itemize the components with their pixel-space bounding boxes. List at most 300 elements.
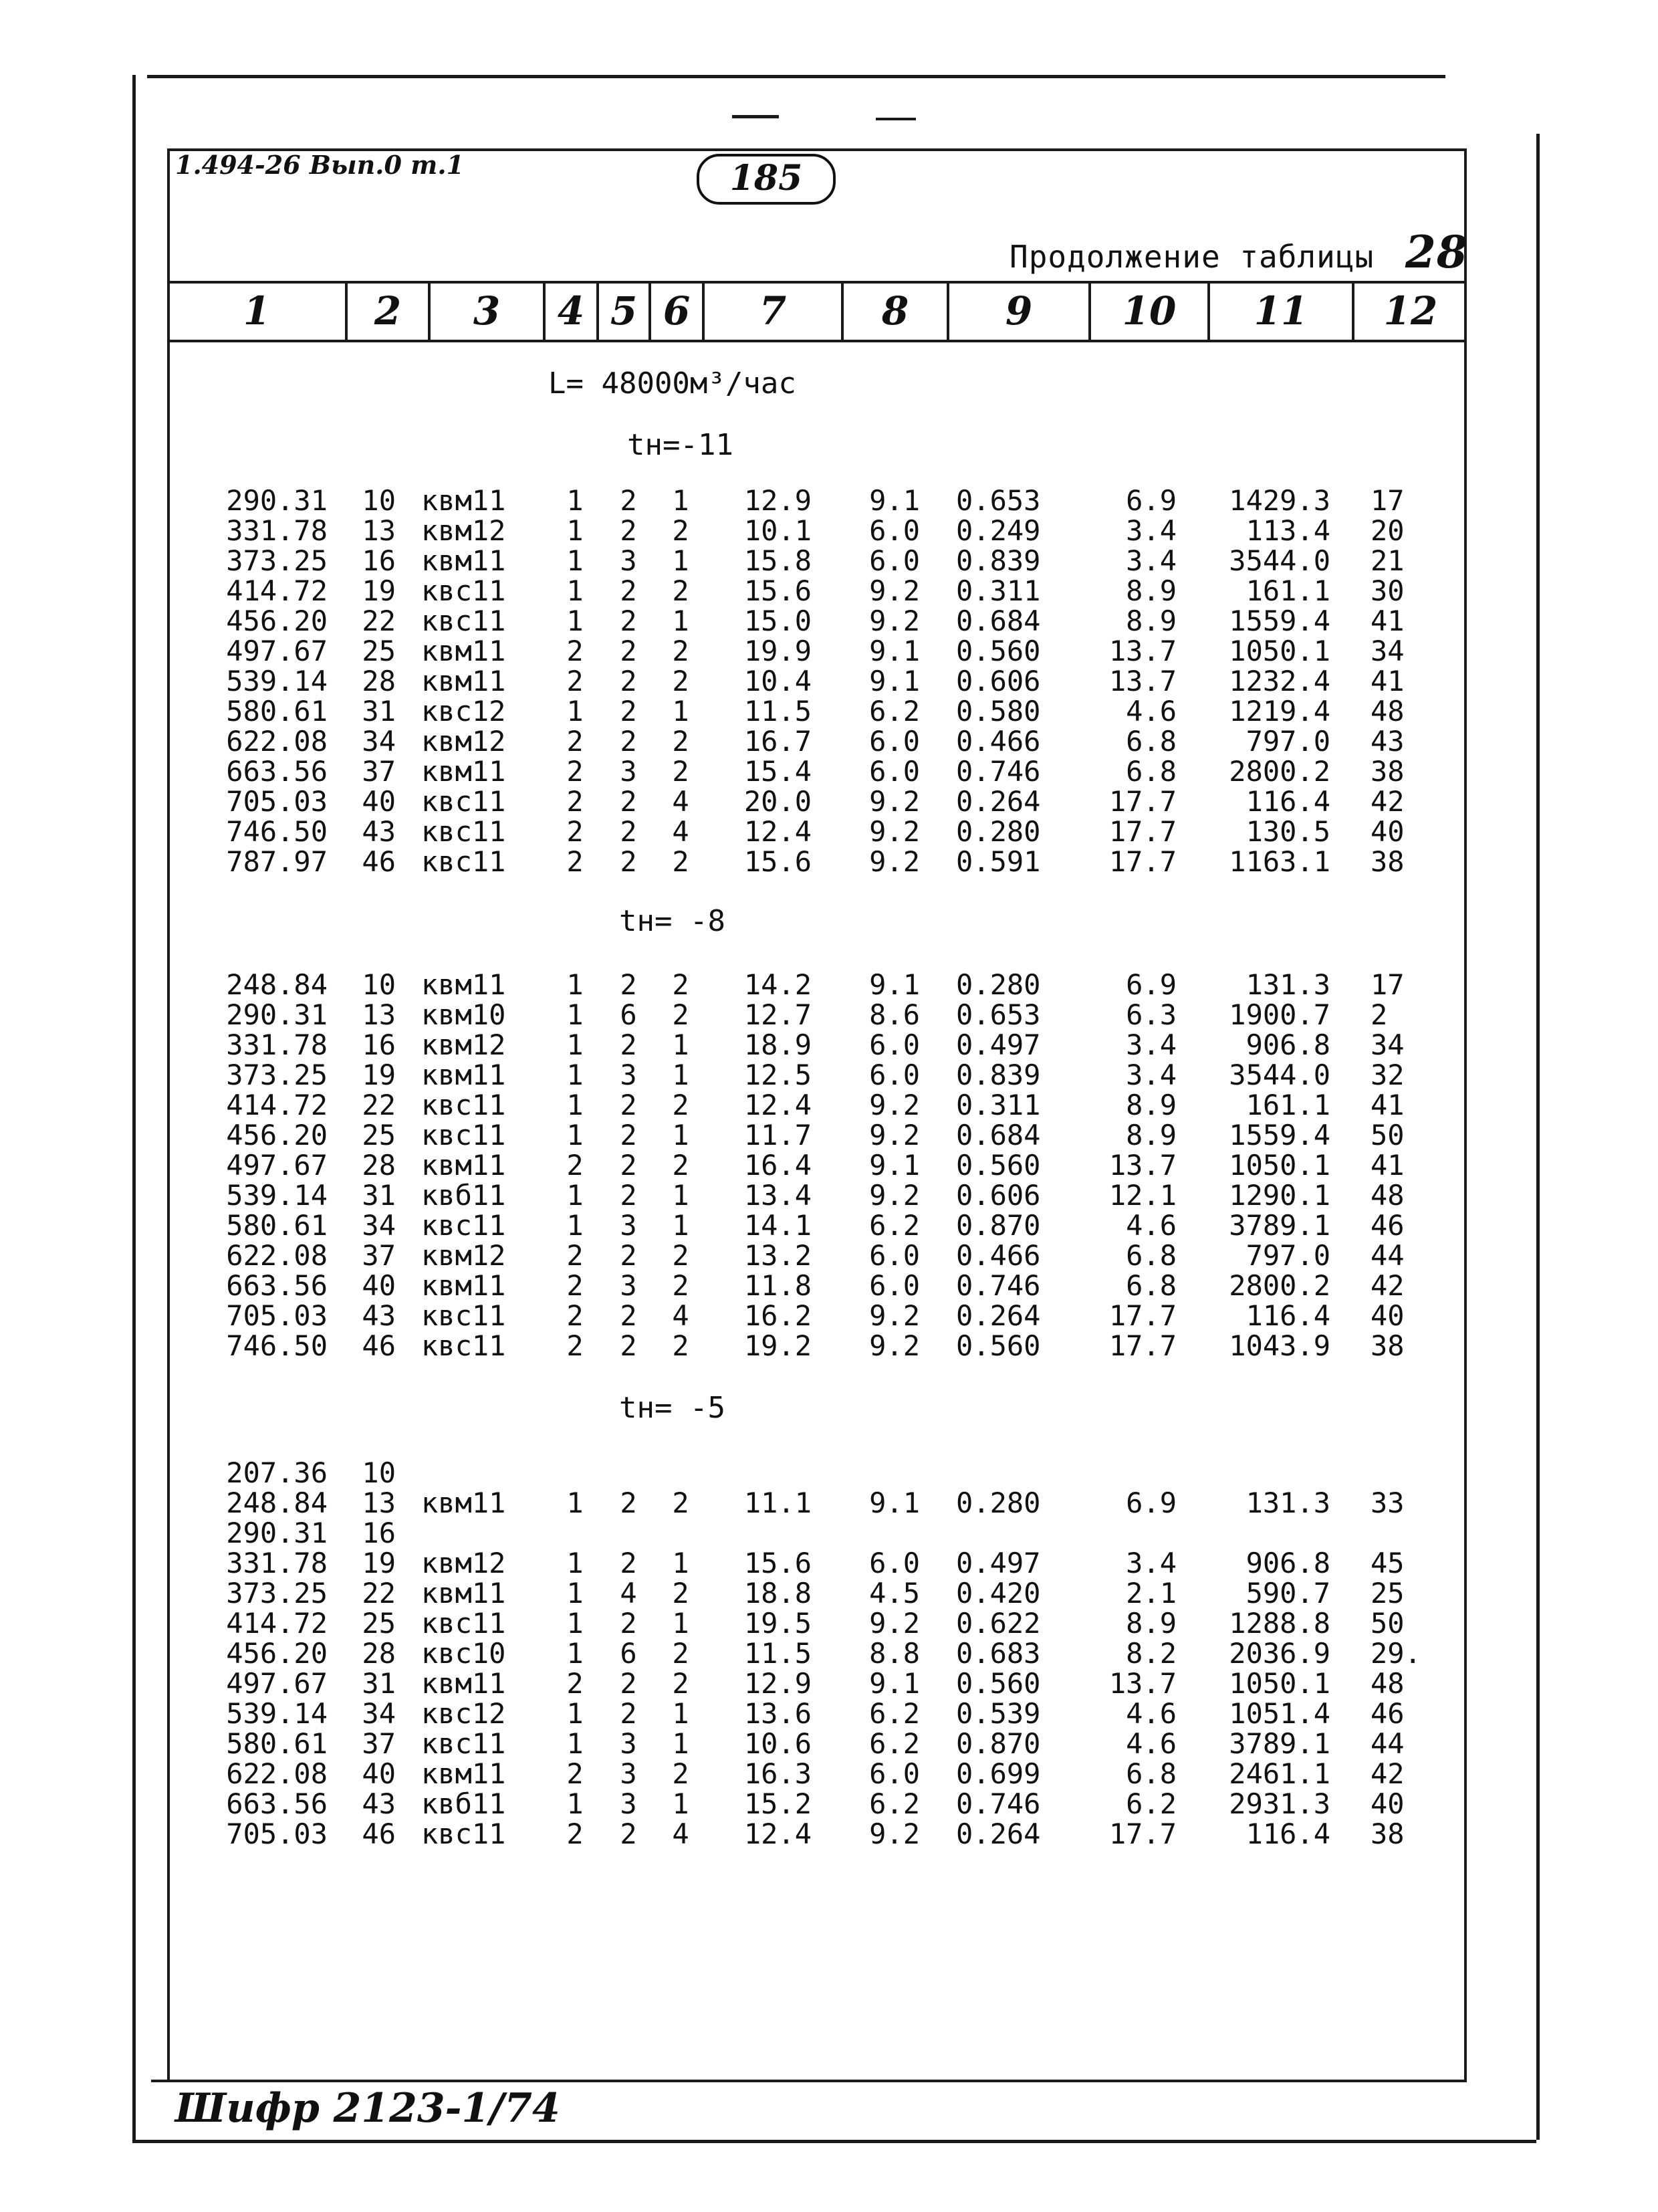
table-cell-col12: 41 xyxy=(1371,604,1405,637)
table-cell-col1: 373.25 xyxy=(226,1577,328,1610)
column-number: 9 xyxy=(1005,288,1033,334)
table-cell-col9: 0.839 xyxy=(956,1059,1041,1091)
table-cell-col3: квс12 xyxy=(421,695,506,728)
table-cell-col4: 1 xyxy=(566,1727,584,1760)
table-cell-col3: квм12 xyxy=(421,514,506,547)
table-cell-col8: 6.0 xyxy=(869,1269,920,1302)
table-cell-col10: 6.8 xyxy=(1126,1757,1177,1790)
table-cell-col5: 3 xyxy=(620,1727,637,1760)
table-cell-col2: 22 xyxy=(362,1577,396,1610)
table-cell-col7: 13.2 xyxy=(743,1239,812,1272)
table-cell-col2: 34 xyxy=(362,1209,396,1242)
column-number: 8 xyxy=(881,288,909,334)
table-cell-col5: 2 xyxy=(620,1179,637,1212)
table-cell-col3: квс11 xyxy=(421,1209,506,1242)
table-cell-col1: 539.14 xyxy=(226,1179,328,1212)
table-cell-col1: 331.78 xyxy=(226,1028,328,1061)
table-row xyxy=(0,1000,1658,1030)
table-cell-col6: 2 xyxy=(672,1089,689,1121)
table-cell-col10: 6.2 xyxy=(1126,1787,1177,1820)
table-cell-col12: 42 xyxy=(1371,1269,1405,1302)
table-cell-col10: 17.7 xyxy=(1108,785,1177,818)
table-cell-col4: 1 xyxy=(566,1787,584,1820)
table-cell-col7: 11.5 xyxy=(743,695,812,728)
table-cell-col6: 4 xyxy=(672,815,689,848)
table-cell-col2: 10 xyxy=(362,484,396,517)
table-cell-col8: 6.2 xyxy=(869,1209,920,1242)
table-cell-col2: 10 xyxy=(362,1456,396,1489)
table-cell-col7: 12.5 xyxy=(743,1059,812,1091)
table-cell-col7: 10.6 xyxy=(743,1727,812,1760)
table-row xyxy=(0,1819,1658,1850)
table-row xyxy=(0,1518,1658,1549)
table-cell-col8: 8.8 xyxy=(869,1637,920,1670)
table-cell-col8: 9.1 xyxy=(869,635,920,667)
table-cell-col5: 4 xyxy=(620,1577,637,1610)
table-cell-col6: 1 xyxy=(672,484,689,517)
table-cell-col9: 0.746 xyxy=(956,1787,1041,1820)
table-cell-col10: 4.6 xyxy=(1126,1697,1177,1730)
table-cell-col9: 0.622 xyxy=(956,1607,1041,1640)
table-cell-col1: 414.72 xyxy=(226,574,328,607)
table-cell-col8: 9.2 xyxy=(869,1299,920,1332)
table-cell-col4: 1 xyxy=(566,1059,584,1091)
table-cell-col5: 2 xyxy=(620,574,637,607)
table-cell-col6: 4 xyxy=(672,1817,689,1850)
table-row xyxy=(0,1638,1658,1669)
table-cell-col4: 2 xyxy=(566,1817,584,1850)
table-cell-col12: 46 xyxy=(1371,1209,1405,1242)
table-cell-col3: квм11 xyxy=(421,755,506,788)
table-cell-col11: 113.4 xyxy=(1246,514,1330,547)
table-cell-col7: 15.6 xyxy=(743,845,812,878)
table-row xyxy=(0,1210,1658,1241)
table-cell-col12: 50 xyxy=(1371,1119,1405,1151)
column-number: 6 xyxy=(663,288,691,334)
table-cell-col5: 2 xyxy=(620,1547,637,1579)
table-cell-col12: 48 xyxy=(1371,695,1405,728)
table-cell-col3: квм11 xyxy=(421,1059,506,1091)
table-row xyxy=(0,1240,1658,1271)
table-cell-col4: 1 xyxy=(566,1119,584,1151)
table-cell-col4: 1 xyxy=(566,1089,584,1121)
table-cell-col6: 2 xyxy=(672,635,689,667)
table-cell-col7: 15.2 xyxy=(743,1787,812,1820)
table-cell-col11: 131.3 xyxy=(1246,968,1330,1001)
table-cell-col9: 0.560 xyxy=(956,1667,1041,1700)
table-cell-col10: 6.9 xyxy=(1126,484,1177,517)
section-title: tн= -5 xyxy=(619,1391,725,1425)
table-cell-col12: 40 xyxy=(1371,1299,1405,1332)
table-cell-col3: квс11 xyxy=(421,1299,506,1332)
table-row xyxy=(0,576,1658,606)
table-cell-col3: квм11 xyxy=(421,665,506,697)
table-cell-col6: 2 xyxy=(672,755,689,788)
table-cell-col4: 2 xyxy=(566,1269,584,1302)
table-row xyxy=(0,1150,1658,1181)
table-cell-col9: 0.560 xyxy=(956,635,1041,667)
table-cell-col1: 705.03 xyxy=(226,1299,328,1332)
table-cell-col11: 2800.2 xyxy=(1229,1269,1330,1302)
table-cell-col10: 17.7 xyxy=(1108,845,1177,878)
table-cell-col2: 28 xyxy=(362,665,396,697)
table-cell-col2: 46 xyxy=(362,1329,396,1362)
table-row xyxy=(0,1789,1658,1819)
table-cell-col12: 20 xyxy=(1371,514,1405,547)
table-cell-col3: квм11 xyxy=(421,1577,506,1610)
table-cell-col10: 2.1 xyxy=(1126,1577,1177,1610)
table-cell-col12: 38 xyxy=(1371,1329,1405,1362)
table-cell-col11: 1559.4 xyxy=(1229,604,1330,637)
table-cell-col8: 6.0 xyxy=(869,544,920,577)
table-cell-col4: 2 xyxy=(566,1667,584,1700)
table-cell-col3: квм11 xyxy=(421,1149,506,1182)
table-cell-col4: 1 xyxy=(566,1577,584,1610)
flow-rate-label: L= 48000м³/час xyxy=(548,366,796,401)
table-cell-col9: 0.870 xyxy=(956,1209,1041,1242)
table-cell-col10: 6.9 xyxy=(1126,1486,1177,1519)
table-cell-col4: 2 xyxy=(566,1299,584,1332)
table-cell-col11: 116.4 xyxy=(1246,1817,1330,1850)
table-cell-col2: 34 xyxy=(362,725,396,758)
table-cell-col10: 17.7 xyxy=(1108,815,1177,848)
table-cell-col4: 1 xyxy=(566,604,584,637)
table-cell-col5: 2 xyxy=(620,1817,637,1850)
table-cell-col12: 2 xyxy=(1371,998,1388,1031)
table-cell-col8: 9.2 xyxy=(869,1817,920,1850)
table-cell-col8: 9.1 xyxy=(869,1486,920,1519)
table-cell-col3: квм11 xyxy=(421,544,506,577)
table-cell-col2: 13 xyxy=(362,514,396,547)
table-cell-col10: 4.6 xyxy=(1126,695,1177,728)
table-cell-col11: 2461.1 xyxy=(1229,1757,1330,1790)
table-cell-col12: 29. xyxy=(1371,1637,1421,1670)
table-row xyxy=(0,1030,1658,1061)
table-cell-col2: 37 xyxy=(362,755,396,788)
table-cell-col12: 50 xyxy=(1371,1607,1405,1640)
table-cell-col5: 3 xyxy=(620,755,637,788)
table-cell-col6: 1 xyxy=(672,1787,689,1820)
table-cell-col5: 3 xyxy=(620,1059,637,1091)
table-cell-col8: 9.2 xyxy=(869,1089,920,1121)
table-cell-col7: 10.4 xyxy=(743,665,812,697)
table-cell-col3: квс10 xyxy=(421,1637,506,1670)
table-cell-col5: 2 xyxy=(620,695,637,728)
table-cell-col12: 30 xyxy=(1371,574,1405,607)
table-cell-col12: 33 xyxy=(1371,1486,1405,1519)
table-row xyxy=(0,1270,1658,1301)
table-cell-col12: 48 xyxy=(1371,1179,1405,1212)
table-row xyxy=(0,696,1658,727)
table-cell-col12: 17 xyxy=(1371,968,1405,1001)
table-row xyxy=(0,485,1658,516)
table-cell-col4: 2 xyxy=(566,1329,584,1362)
table-cell-col10: 4.6 xyxy=(1126,1727,1177,1760)
column-number: 3 xyxy=(473,288,501,334)
table-cell-col11: 3544.0 xyxy=(1229,1059,1330,1091)
table-cell-col3: квс11 xyxy=(421,1607,506,1640)
table-cell-col11: 116.4 xyxy=(1246,1299,1330,1332)
table-row xyxy=(0,1668,1658,1699)
table-cell-col9: 0.560 xyxy=(956,1149,1041,1182)
table-cell-col10: 8.9 xyxy=(1126,1119,1177,1151)
table-cell-col5: 2 xyxy=(620,604,637,637)
table-cell-col10: 6.8 xyxy=(1126,1269,1177,1302)
table-cell-col7: 11.5 xyxy=(743,1637,812,1670)
table-cell-col10: 3.4 xyxy=(1126,544,1177,577)
table-cell-col6: 2 xyxy=(672,1269,689,1302)
table-cell-col5: 2 xyxy=(620,1329,637,1362)
table-cell-col1: 290.31 xyxy=(226,1517,328,1549)
table-cell-col7: 12.4 xyxy=(743,1089,812,1121)
table-cell-col1: 746.50 xyxy=(226,815,328,848)
table-cell-col10: 8.2 xyxy=(1126,1637,1177,1670)
table-cell-col11: 2931.3 xyxy=(1229,1787,1330,1820)
table-cell-col12: 34 xyxy=(1371,635,1405,667)
table-cell-col11: 3789.1 xyxy=(1229,1209,1330,1242)
column-number: 12 xyxy=(1383,288,1438,334)
table-cell-col11: 1288.8 xyxy=(1229,1607,1330,1640)
table-row xyxy=(0,1060,1658,1091)
table-cell-col4: 1 xyxy=(566,1209,584,1242)
table-cell-col2: 25 xyxy=(362,1119,396,1151)
table-cell-col2: 46 xyxy=(362,845,396,878)
table-row xyxy=(0,1458,1658,1488)
table-cell-col11: 1559.4 xyxy=(1229,1119,1330,1151)
table-cell-col9: 0.280 xyxy=(956,968,1041,1001)
table-cell-col1: 373.25 xyxy=(226,544,328,577)
table-cell-col1: 207.36 xyxy=(226,1456,328,1489)
table-cell-col2: 25 xyxy=(362,635,396,667)
table-cell-col1: 456.20 xyxy=(226,1119,328,1151)
table-cell-col5: 2 xyxy=(620,514,637,547)
table-cell-col9: 0.264 xyxy=(956,785,1041,818)
table-cell-col11: 1219.4 xyxy=(1229,695,1330,728)
table-cell-col3: квс11 xyxy=(421,845,506,878)
table-cell-col12: 38 xyxy=(1371,755,1405,788)
table-cell-col8: 8.6 xyxy=(869,998,920,1031)
table-cell-col2: 43 xyxy=(362,815,396,848)
table-cell-col4: 2 xyxy=(566,815,584,848)
table-cell-col10: 8.9 xyxy=(1126,604,1177,637)
table-cell-col8: 6.2 xyxy=(869,1787,920,1820)
table-cell-col5: 2 xyxy=(620,968,637,1001)
table-cell-col3: квм11 xyxy=(421,1269,506,1302)
table-cell-col8: 9.2 xyxy=(869,1329,920,1362)
table-cell-col10: 8.9 xyxy=(1126,1089,1177,1121)
table-cell-col9: 0.653 xyxy=(956,998,1041,1031)
table-cell-col6: 1 xyxy=(672,1209,689,1242)
table-cell-col12: 41 xyxy=(1371,1149,1405,1182)
table-cell-col11: 161.1 xyxy=(1246,1089,1330,1121)
table-cell-col3: квм12 xyxy=(421,1239,506,1272)
table-cell-col6: 2 xyxy=(672,968,689,1001)
table-cell-col11: 906.8 xyxy=(1246,1028,1330,1061)
table-cell-col6: 2 xyxy=(672,845,689,878)
table-cell-col11: 116.4 xyxy=(1246,785,1330,818)
table-cell-col6: 2 xyxy=(672,1486,689,1519)
table-cell-col4: 2 xyxy=(566,785,584,818)
table-cell-col7: 16.4 xyxy=(743,1149,812,1182)
table-cell-col11: 1043.9 xyxy=(1229,1329,1330,1362)
table-cell-col11: 1900.7 xyxy=(1229,998,1330,1031)
table-cell-col10: 3.4 xyxy=(1126,1059,1177,1091)
table-row xyxy=(0,1331,1658,1361)
table-cell-col10: 3.4 xyxy=(1126,514,1177,547)
table-cell-col1: 622.08 xyxy=(226,1239,328,1272)
table-cell-col2: 10 xyxy=(362,968,396,1001)
table-cell-col3: квб11 xyxy=(421,1179,506,1212)
table-cell-col1: 663.56 xyxy=(226,1787,328,1820)
table-cell-col10: 13.7 xyxy=(1108,1667,1177,1700)
table-cell-col5: 2 xyxy=(620,1028,637,1061)
table-cell-col7: 16.7 xyxy=(743,725,812,758)
table-cell-col9: 0.684 xyxy=(956,1119,1041,1151)
table-cell-col5: 2 xyxy=(620,785,637,818)
table-row xyxy=(0,970,1658,1000)
table-cell-col10: 6.3 xyxy=(1126,998,1177,1031)
table-cell-col1: 787.97 xyxy=(226,845,328,878)
table-cell-col4: 2 xyxy=(566,725,584,758)
table-cell-col8: 9.2 xyxy=(869,845,920,878)
table-cell-col5: 3 xyxy=(620,1757,637,1790)
table-cell-col3: квс12 xyxy=(421,1697,506,1730)
table-cell-col5: 2 xyxy=(620,1149,637,1182)
column-number: 4 xyxy=(557,288,585,334)
table-cell-col6: 1 xyxy=(672,1179,689,1212)
table-row xyxy=(0,1488,1658,1519)
table-cell-col2: 37 xyxy=(362,1727,396,1760)
table-cell-col6: 1 xyxy=(672,1119,689,1151)
table-cell-col8: 9.2 xyxy=(869,1607,920,1640)
column-number: 11 xyxy=(1254,288,1308,334)
table-cell-col1: 373.25 xyxy=(226,1059,328,1091)
table-cell-col2: 19 xyxy=(362,1059,396,1091)
table-cell-col2: 19 xyxy=(362,574,396,607)
table-cell-col5: 6 xyxy=(620,998,637,1031)
table-row xyxy=(0,1698,1658,1729)
table-cell-col4: 1 xyxy=(566,1607,584,1640)
table-cell-col5: 2 xyxy=(620,815,637,848)
table-cell-col10: 13.7 xyxy=(1108,665,1177,697)
table-cell-col8: 6.2 xyxy=(869,695,920,728)
table-cell-col2: 31 xyxy=(362,1179,396,1212)
column-number: 7 xyxy=(759,288,787,334)
table-cell-col4: 1 xyxy=(566,484,584,517)
table-cell-col5: 2 xyxy=(620,1239,637,1272)
table-cell-col5: 3 xyxy=(620,1269,637,1302)
table-cell-col6: 2 xyxy=(672,1757,689,1790)
table-cell-col6: 1 xyxy=(672,544,689,577)
table-cell-col9: 0.684 xyxy=(956,604,1041,637)
table-cell-col5: 3 xyxy=(620,1209,637,1242)
table-cell-col7: 19.5 xyxy=(743,1607,812,1640)
table-cell-col5: 2 xyxy=(620,1299,637,1332)
table-cell-col7: 19.2 xyxy=(743,1329,812,1362)
table-row xyxy=(0,666,1658,697)
table-cell-col6: 2 xyxy=(672,514,689,547)
column-number: 1 xyxy=(243,288,271,334)
table-cell-col9: 0.311 xyxy=(956,1089,1041,1121)
table-cell-col12: 46 xyxy=(1371,1697,1405,1730)
table-cell-col8: 9.1 xyxy=(869,968,920,1001)
table-cell-col6: 1 xyxy=(672,695,689,728)
table-cell-col4: 1 xyxy=(566,1028,584,1061)
table-cell-col2: 34 xyxy=(362,1697,396,1730)
table-cell-col9: 0.466 xyxy=(956,1239,1041,1272)
table-cell-col5: 2 xyxy=(620,635,637,667)
table-row xyxy=(0,606,1658,637)
table-cell-col1: 705.03 xyxy=(226,785,328,818)
table-cell-col5: 2 xyxy=(620,1667,637,1700)
table-cell-col7: 15.6 xyxy=(743,574,812,607)
table-cell-col2: 19 xyxy=(362,1547,396,1579)
table-row xyxy=(0,1608,1658,1639)
table-cell-col12: 41 xyxy=(1371,1089,1405,1121)
table-cell-col7: 19.9 xyxy=(743,635,812,667)
table-cell-col2: 43 xyxy=(362,1787,396,1820)
table-cell-col8: 9.2 xyxy=(869,604,920,637)
table-cell-col8: 9.2 xyxy=(869,785,920,818)
table-cell-col8: 6.0 xyxy=(869,1547,920,1579)
table-cell-col10: 6.8 xyxy=(1126,755,1177,788)
table-cell-col11: 2036.9 xyxy=(1229,1637,1330,1670)
table-row xyxy=(0,546,1658,576)
table-cell-col11: 3789.1 xyxy=(1229,1727,1330,1760)
table-cell-col12: 42 xyxy=(1371,1757,1405,1790)
table-cell-col10: 6.8 xyxy=(1126,725,1177,758)
table-cell-col1: 414.72 xyxy=(226,1607,328,1640)
table-cell-col6: 1 xyxy=(672,1607,689,1640)
table-cell-col6: 2 xyxy=(672,1239,689,1272)
table-cell-col1: 248.84 xyxy=(226,968,328,1001)
table-cell-col11: 130.5 xyxy=(1246,815,1330,848)
table-cell-col8: 9.1 xyxy=(869,484,920,517)
table-cell-col11: 1429.3 xyxy=(1229,484,1330,517)
table-row xyxy=(0,516,1658,546)
table-cell-col9: 0.249 xyxy=(956,514,1041,547)
table-cell-col7: 15.4 xyxy=(743,755,812,788)
table-row xyxy=(0,636,1658,667)
table-cell-col6: 2 xyxy=(672,1329,689,1362)
table-cell-col9: 0.497 xyxy=(956,1028,1041,1061)
table-cell-col9: 0.870 xyxy=(956,1727,1041,1760)
table-cell-col9: 0.497 xyxy=(956,1547,1041,1579)
table-row xyxy=(0,786,1658,817)
table-cell-col12: 40 xyxy=(1371,1787,1405,1820)
table-cell-col11: 1051.4 xyxy=(1229,1697,1330,1730)
table-cell-col3: квм10 xyxy=(421,998,506,1031)
table-cell-col7: 13.4 xyxy=(743,1179,812,1212)
table-cell-col7: 16.2 xyxy=(743,1299,812,1332)
table-cell-col4: 1 xyxy=(566,968,584,1001)
table-cell-col6: 2 xyxy=(672,1637,689,1670)
table-number: 28 xyxy=(1405,226,1468,278)
table-cell-col5: 3 xyxy=(620,1787,637,1820)
table-cell-col5: 6 xyxy=(620,1637,637,1670)
table-cell-col9: 0.683 xyxy=(956,1637,1041,1670)
table-cell-col9: 0.539 xyxy=(956,1697,1041,1730)
table-cell-col6: 4 xyxy=(672,785,689,818)
cipher-stamp: Шифр 2123-1/74 xyxy=(175,2085,560,2132)
table-cell-col5: 3 xyxy=(620,544,637,577)
table-cell-col7: 12.9 xyxy=(743,484,812,517)
table-cell-col4: 1 xyxy=(566,574,584,607)
table-cell-col11: 3544.0 xyxy=(1229,544,1330,577)
table-row xyxy=(0,726,1658,757)
table-cell-col7: 20.0 xyxy=(743,785,812,818)
table-cell-col9: 0.606 xyxy=(956,665,1041,697)
